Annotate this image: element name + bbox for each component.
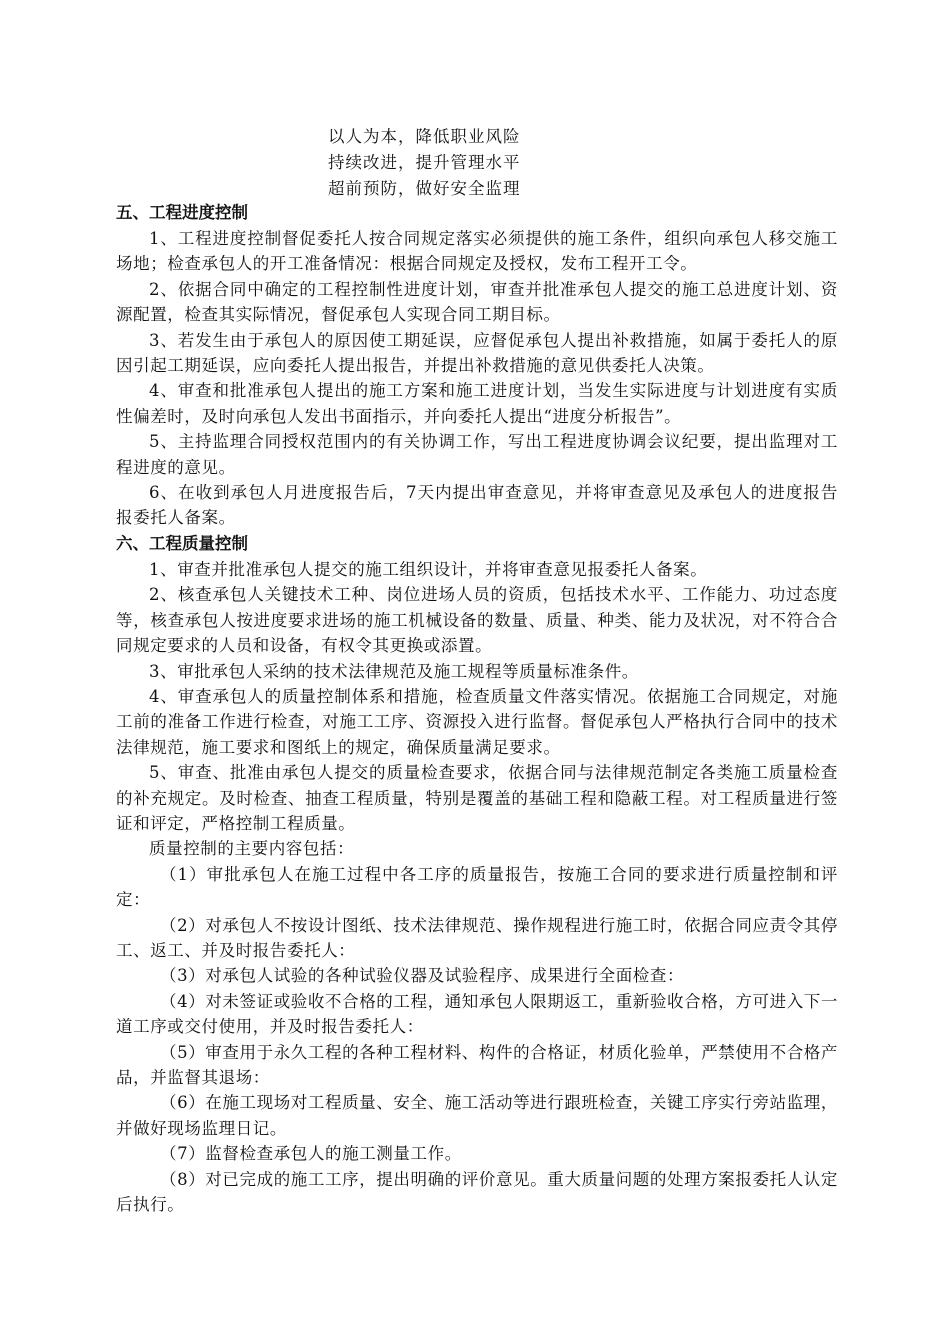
sub-item: （4）对未签证或验收不合格的工程，通知承包人限期返工，重新验收合格，方可进入下一道工序或交付使用，并及时报告委托人：: [116, 991, 838, 1037]
paragraph: 5、审查、批准由承包人提交的质量检查要求，依据合同与法律规范制定各类施工质量检查的补充规定。及时检查、抽查工程质量，特别是覆盖的基础工程和隐蔽工程。对工程质量进行签证和评定，严格控制工程质量。: [116, 763, 838, 833]
section-heading-schedule-control: 五、工程进度控制: [116, 203, 248, 222]
paragraph: 质量控制的主要内容包括：: [149, 839, 355, 859]
section-heading-quality-control: 六、工程质量控制: [116, 533, 248, 553]
paragraph: 4、审查和批准承包人提出的施工方案和施工进度计划，当发生实际进度与计划进度有实质性偏差时，及时向承包人发出书面指示，并向委托人提出“进度分析报告”。: [116, 381, 838, 426]
sub-item: （1）审批承包人在施工过程中各工序的质量报告，按施工合同的要求进行质量控制和评定：: [116, 864, 838, 910]
paragraph: 2、依据合同中确定的工程控制性进度计划，审查并批准承包人提交的施工总进度计划、资源配置，检查其实际情况，督促承包人实现合同工期目标。: [116, 279, 838, 325]
document-body: [116, 200, 838, 1217]
paragraph: 1、工程进度控制督促委托人按合同规定落实必须提供的施工条件，组织向承包人移交施工场地；检查承包人的开工准备情况：根据合同规定及授权，发布工程开工令。: [116, 229, 838, 274]
paragraph: 6、在收到承包人月进度报告后，7天内提出审查意见，并将审查意见及承包人的进度报告报委托人备案。: [116, 483, 838, 528]
sub-item: （7）监督检查承包人的施工测量工作。: [160, 1144, 462, 1164]
sub-item: （5）审查用于永久工程的各种工程材料、构件的合格证，材质化验单，严禁使用不合格产品，并监督其退场：: [116, 1042, 838, 1087]
sub-item: （3）对承包人试验的各种试验仪器及试验程序、成果进行全面检查：: [160, 966, 685, 986]
motto-line: 持续改进，提升管理水平: [328, 153, 521, 172]
paragraph: 5、主持监理合同授权范围内的有关协调工作，写出工程进度协调会议纪要，提出监理对工程进度的意见。: [116, 432, 838, 477]
paragraph: 4、审查承包人的质量控制体系和措施，检查质量文件落实情况。依据施工合同规定，对施工前的准备工作进行检查，对施工工序、资源投入进行监督。督促承包人严格执行合同中的技术法律规范，施工要求和图纸上的规定，确保质量满足要求。: [116, 686, 838, 757]
sub-item: （8）对已完成的施工工序，提出明确的评价意见。重大质量问题的处理方案报委托人认定后执行。: [116, 1169, 838, 1215]
paragraph: 1、审查并批准承包人提交的施工组织设计，并将审查意见报委托人备案。: [149, 559, 708, 579]
paragraph: 2、核查承包人关键技术工种、岗位进场人员的资质，包括技术水平、工作能力、功过态度等，核查承包人按进度要求进场的施工机械设备的数量、质量、种类、能力及状况，对不符合合同规定要求的人员和设备，有权令其更换或添置。: [116, 585, 838, 656]
paragraph: 3、审批承包人采纳的技术法律规范及施工规程等质量标准条件。: [149, 661, 639, 681]
sub-item: （6）在施工现场对工程质量、安全、施工活动等进行跟班检查，关键工序实行旁站监理，并做好现场监理日记。: [116, 1093, 838, 1138]
paragraph: 3、若发生由于承包人的原因使工期延误，应督促承包人提出补救措施，如属于委托人的原因引起工期延误，应向委托人提出报告，并提出补救措施的意见供委托人决策。: [116, 330, 838, 376]
motto-line: 以人为本，降低职业风险: [328, 127, 521, 146]
motto-line: 超前预防，做好安全监理: [328, 179, 521, 198]
sub-item: （2）对承包人不按设计图纸、技术法律规范、操作规程进行施工时，依据合同应责令其停工、返工、并及时报告委托人：: [116, 915, 838, 960]
motto-block: [328, 124, 521, 202]
